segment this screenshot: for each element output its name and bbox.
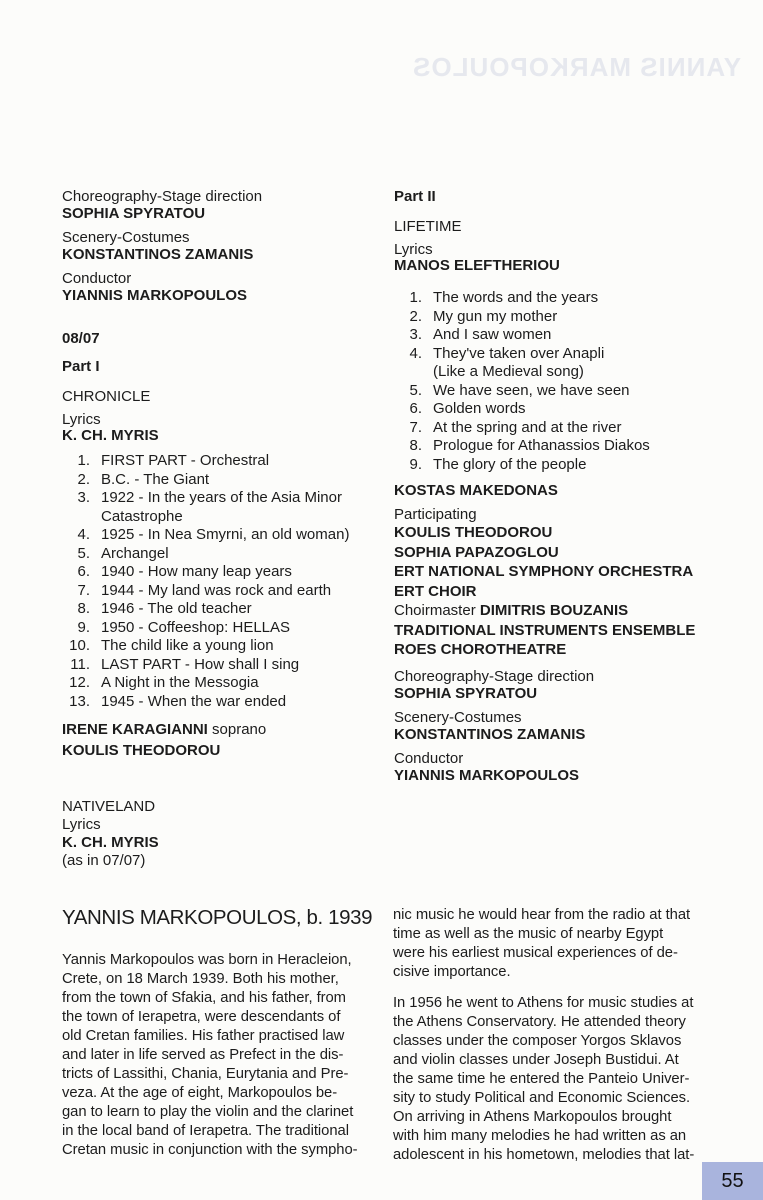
credit-role: Choreography-Stage direction — [394, 667, 595, 685]
track-item: 11. LAST PART - How shall I sing — [70, 655, 300, 673]
credits — [394, 668, 742, 784]
participant-name: ERT NATIONAL SYMPHONY ORCHESTRA — [394, 563, 694, 580]
credit-name: SOPHIA SPYRATOU — [62, 205, 206, 222]
lyrics-label: Lyrics — [62, 411, 101, 428]
track-item: 2. B.C. - The Giant — [77, 470, 210, 488]
credit-role: Conductor — [62, 270, 132, 287]
track-item: 8. Prologue for Athanassios Diakos — [409, 437, 650, 454]
track-item: 3. 1922 - In the years of the Asia Minor Catastrophe — [77, 489, 342, 525]
credit-name: YIANNIS MARKOPOULOS — [394, 766, 580, 784]
choirmaster-name: DIMITRIS BOUZANIS — [479, 602, 629, 619]
track-item: 6. 1940 - How many leap years — [77, 563, 292, 580]
program-right-column — [394, 188, 742, 791]
credit-choreography — [62, 188, 390, 222]
credit-choreography — [394, 668, 742, 702]
participants — [394, 523, 742, 601]
track-item: 9. 1950 - Coffeeshop: HELLAS — [77, 618, 291, 636]
choirmaster-label: Choirmaster — [394, 602, 480, 619]
participant-name: ERT CHOIR — [394, 582, 477, 600]
work-title: NATIVELAND — [62, 798, 156, 815]
ensembles — [394, 621, 742, 660]
page-number: 55 — [721, 1169, 744, 1192]
part-label: Part II — [394, 188, 436, 205]
lyrics-label: Lyrics — [394, 241, 433, 258]
credit-role: Conductor — [394, 749, 464, 767]
credit-role: Scenery-Costumes — [62, 229, 190, 246]
page-number-block — [702, 1162, 763, 1200]
biography-column-1 — [62, 951, 398, 1172]
biography-paragraph: Yannis Markopoulos was born in Heracleion, Crete, on 18 March 1939. Both his mother, from the town of Sfakia, and his father, from the town of Ierapetra, were descendants of old Cretan families. His father practised law and later in life served as Prefect in the dis- tricts of Lassithi, Chania, Eurytania and Pre- veza. At the age of eight, Markopoulos be- gan to learn to play the violin and the clarinet in the local band of Ierapetra. The traditional Cretan music in conjunction with the sympho- — [62, 952, 358, 1158]
work-title: LIFETIME — [394, 218, 462, 235]
credit-name: SOPHIA SPYRATOU — [394, 684, 538, 702]
part-label: Part I — [62, 358, 100, 375]
track-item: 7. 1944 - My land was rock and earth — [77, 581, 332, 599]
lyrics-credit — [62, 412, 390, 444]
work-title: CHRONICLE — [62, 388, 151, 405]
biography-heading: YANNIS MARKOPOULOS, b. 1939 — [62, 906, 373, 929]
ensemble-name: TRADITIONAL INSTRUMENTS ENSEMBLE — [394, 621, 696, 639]
track-item: 5. Archangel — [77, 544, 169, 562]
track-item: 4. 1925 - In Nea Smyrni, an old woman) — [77, 526, 350, 543]
participating-label: Participating — [394, 506, 477, 523]
track-item: 9. The glory of the people — [409, 455, 587, 473]
track-item: 4. They've taken over Anapli (Like a Medieval song) — [409, 344, 605, 380]
participant-name: KOULIS THEODOROU — [394, 524, 553, 541]
credit-name: KONSTANTINOS ZAMANIS — [394, 725, 586, 743]
performer: KOULIS THEODOROU — [62, 742, 221, 759]
credit-scenery — [62, 229, 390, 263]
credit-name: KONSTANTINOS ZAMANIS — [62, 246, 254, 263]
track-item: 10. The child like a young lion — [69, 637, 274, 654]
track-item: 1. FIRST PART - Orchestral — [77, 452, 270, 469]
credit-name: YIANNIS MARKOPOULOS — [62, 287, 248, 304]
biography-paragraph: nic music he would hear from the radio at that time as well as the music of nearby Egypt were his earliest musical experiences of de- cisive importance. — [393, 907, 691, 980]
credit-conductor — [394, 750, 742, 784]
track-list — [62, 452, 390, 711]
credit-scenery — [394, 709, 742, 743]
choirmaster-credit — [394, 601, 742, 621]
credit-role: Scenery-Costumes — [394, 708, 522, 726]
lyricist-name: K. CH. MYRIS — [62, 834, 159, 851]
lyricist-name: MANOS ELEFTHERIOU — [394, 257, 560, 274]
work-note: (as in 07/07) — [62, 852, 146, 869]
soloist-name: KOSTAS MAKEDONAS — [394, 482, 558, 499]
lyrics-label: Lyrics — [62, 816, 101, 833]
credit-role: Choreography-Stage direction — [62, 188, 263, 205]
lyricist-name: K. CH. MYRIS — [62, 427, 159, 444]
track-item: 7. At the spring and at the river — [409, 418, 622, 436]
performer: IRENE KARAGIANNI soprano — [62, 721, 267, 738]
track-item: 6. Golden words — [409, 400, 526, 417]
track-item: 8. 1946 - The old teacher — [77, 600, 252, 617]
track-list — [394, 289, 742, 474]
performers — [62, 719, 390, 761]
biography-paragraph: In 1956 he went to Athens for music studies at the Athens Conservatory. He attended theory classes under the composer Yorgos Sklavos and violin classes under Joseph Bustidui. At the same time he entered the Panteio Univer- sity to study Political and Economic Sciences. On arriving in Athens Markopoulos brought with him many melodies he had written as an adolescent in his hometown, melodies that lat- — [393, 995, 695, 1163]
track-item: 3. And I saw women — [409, 326, 552, 343]
program-left-column — [62, 188, 390, 870]
bleed-through-title: YANNIS MARKOPOULOS — [411, 52, 741, 82]
second-work — [62, 798, 390, 870]
track-item: 12. A Night in the Messogia — [69, 674, 259, 691]
track-item: 13. 1945 - When the war ended — [69, 692, 287, 710]
lyrics-credit — [394, 242, 742, 274]
performer-role: soprano — [207, 721, 267, 738]
ensemble-name: ROES CHOROTHEATRE — [394, 641, 567, 658]
track-item: 5. We have seen, we have seen — [409, 381, 630, 399]
track-item: 2. My gun my mother — [409, 307, 558, 325]
biography-column-2 — [393, 906, 731, 1177]
credit-conductor — [62, 270, 390, 304]
track-item: 1. The words and the years — [409, 289, 599, 306]
participant-name: SOPHIA PAPAZOGLOU — [394, 543, 559, 561]
concert-date: 08/07 — [62, 330, 100, 347]
